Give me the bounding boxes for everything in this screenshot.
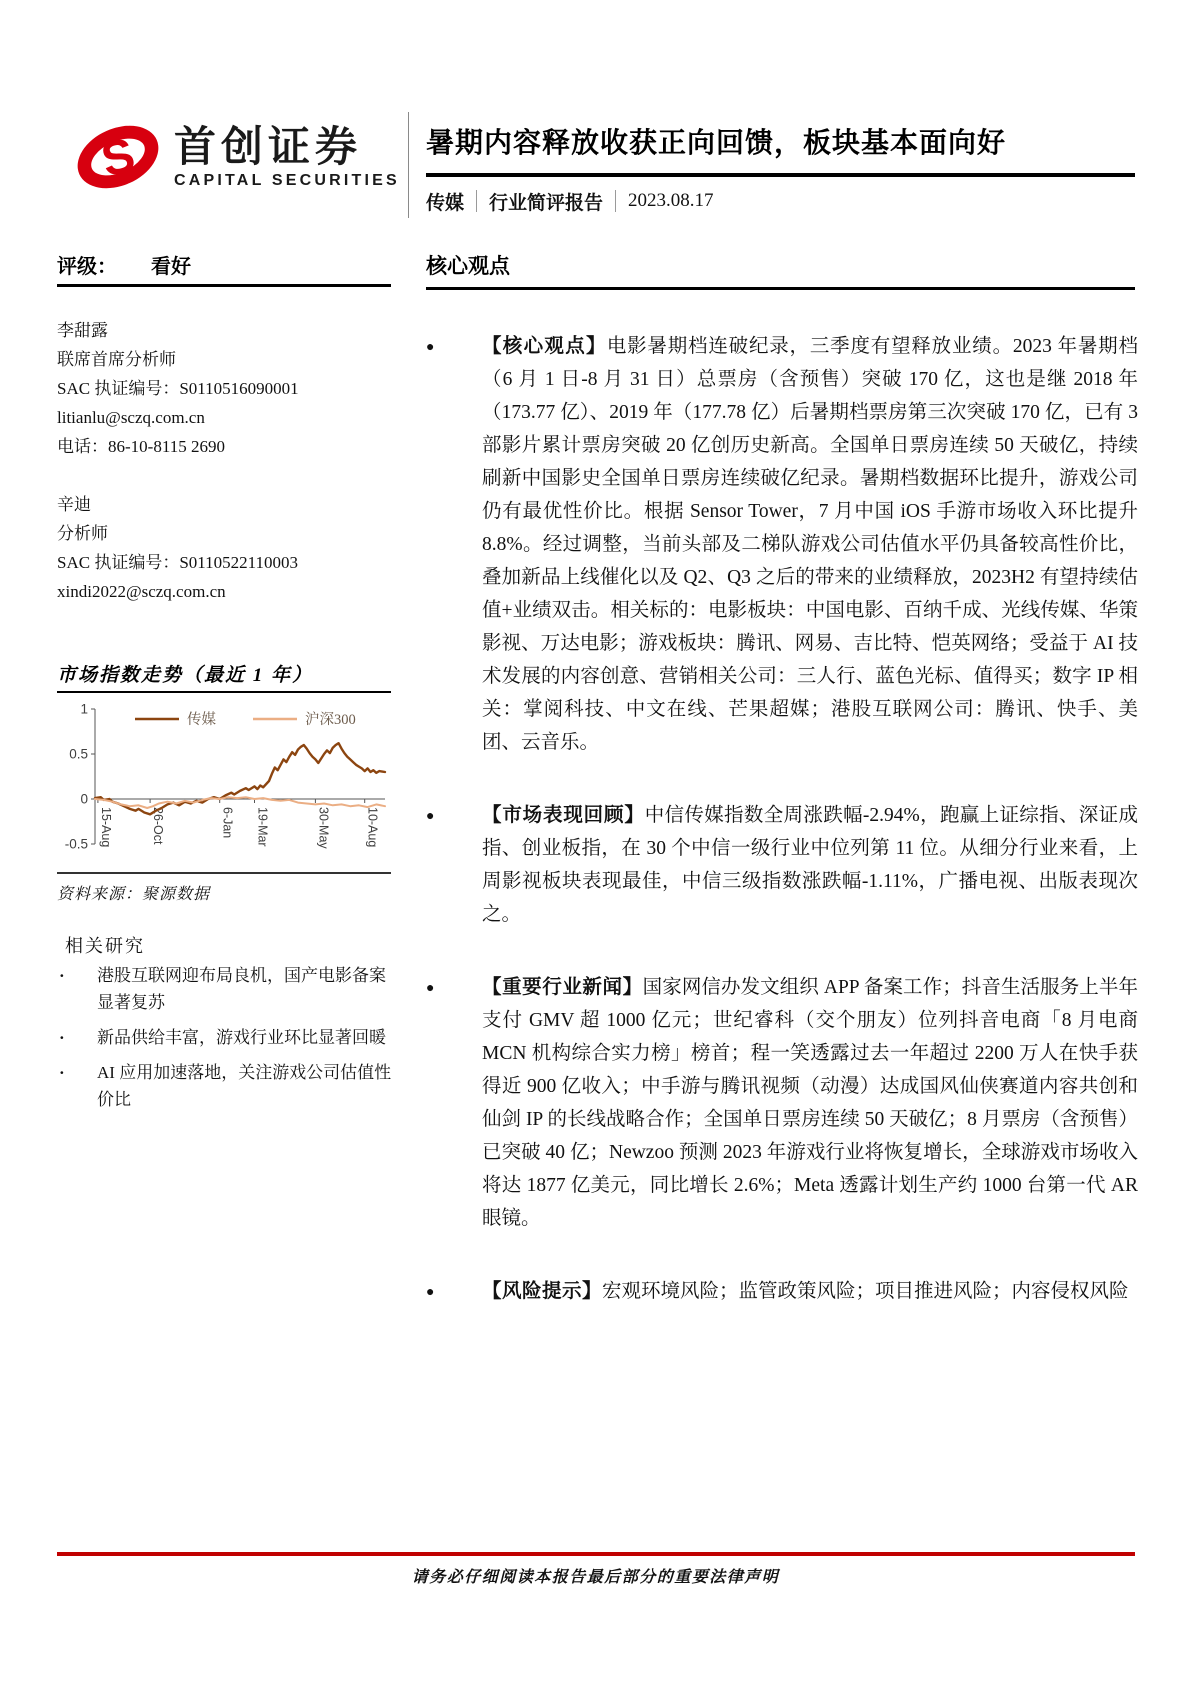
bullet-tag: 【重要行业新闻】 (482, 977, 643, 998)
analyst-sac-number: SAC 执证编号：S0110516090001 (57, 379, 299, 398)
analyst-block (57, 316, 391, 461)
bullet-risk-warning (426, 1275, 1138, 1308)
chart-bottom-rule (57, 872, 391, 874)
svg-text:S: S (96, 128, 141, 188)
bullet-text: 电影暑期档连破纪录，三季度有望释放业绩。2023 年暑期档（6 月 1 日-8 月 31 日）总票房（含预售）突破 170 亿，这也是继 2018 年（173.77 亿）、2019 年（177.78 亿）后暑期档票房第三次突破 170 亿，已有 3 部影片累计票房突破 20 亿创历史新高。全国单日票房连续 50 天破亿，持续刷新中国影史全国单日票房连续破亿纪录。暑期档数据环比提升，游戏公司仍有最优性价比。根据 Sensor Tower，7 月中国 iOS 手游市场收入环比提升 8.8%。经过调整，当前头部及二梯队游戏公司估值水平仍具备较高性价比，叠加新品上线催化以及 Q2、Q3 之后的带来的业绩释放，2023H2 有望持续估值+业绩双击。相关标的：电影板块：中国电影、百纳千成、光线传媒、华策影视、万达电影；游戏板块：腾讯、网易、吉比特、恺英网络；受益于 AI 技术发展的内容创意、营销相关公司：三人行、蓝色光标、值得买；数字 IP 相关：掌阅科技、中文在线、芒果超媒；港股互联网公司：腾讯、快手、美团、云音乐。 (482, 336, 1138, 753)
svg-text:沪深300: 沪深300 (305, 712, 356, 728)
svg-text:-0.5: -0.5 (64, 836, 88, 852)
market-index-chart-svg (57, 697, 391, 873)
rating-rule (57, 284, 391, 287)
bullet-market-review (426, 799, 1138, 931)
analyst-info (57, 316, 391, 606)
industry-category: 传媒 (426, 192, 465, 214)
related-research-item: · 港股互联网迎布局良机，国产电影备案显著复苏 (57, 962, 393, 1016)
bullet-core-viewpoint (426, 330, 1138, 759)
market-index-chart (57, 697, 391, 873)
analyst-email: litianlu@sczq.com.cn (57, 408, 205, 427)
svg-text:1: 1 (80, 701, 88, 717)
bullet-text: 中信传媒指数全周涨跌幅-2.94%，跑赢上证综指、深证成指、创业板指，在 30 个中信一级行业中位列第 11 位。从细分行业来看，上周影视板块表现最佳，中信三级指数涨跌幅-1.11%，广播电视、出版表现次之。 (482, 805, 1138, 925)
related-research-list (57, 962, 393, 1121)
svg-text:10-Aug: 10-Aug (365, 807, 380, 848)
analyst-phone: 电话：86-10-8115 2690 (57, 437, 225, 456)
core-section-rule (426, 287, 1135, 290)
svg-text:15-Aug: 15-Aug (98, 807, 113, 848)
analyst-email: xindi2022@sczq.com.cn (57, 582, 226, 601)
analyst-sac-number: SAC 执证编号：S0110522110003 (57, 553, 299, 572)
bullet-tag: 【核心观点】 (482, 336, 607, 357)
svg-text:0: 0 (80, 791, 88, 807)
footer-disclaimer: 请务必仔细阅读本报告最后部分的重要法律声明 (411, 1569, 780, 1586)
bullet-text: 国家网信办发文组织 APP 备案工作；抖音生活服务上半年支付 GMV 超 1000 亿元；世纪睿科（交个朋友）位列抖音电商「8 月电商 MCN 机构综合实力榜」榜首；程一笑透露过去一年超过 2200 万人在快手获得近 900 亿收入；中手游与腾讯视频（动漫）达成国风仙侠赛道内容共创和仙剑 IP 的长线战略合作；全国单日票房连续 50 天破亿；8 月票房（含预售）已突破 40 亿；Newzoo 预测 2023 年游戏行业将恢复增长，全球游戏市场收入将达 1877 亿美元，同比增长 2.6%；Meta 透露计划生产约 1000 台第一代 AR 眼镜。 (482, 977, 1138, 1229)
logo-chinese-name: 首创证券 (174, 122, 363, 170)
bullet-industry-news (426, 971, 1138, 1235)
svg-text:0.5: 0.5 (69, 746, 88, 762)
chart-title-rule (57, 691, 391, 693)
bullet-text: 宏观环境风险；监管政策风险；项目推进风险；内容侵权风险 (602, 1281, 1129, 1302)
footer-rule (57, 1552, 1135, 1556)
core-viewpoint-bullets (426, 330, 1138, 1348)
analyst-role: 分析师 (57, 524, 108, 543)
page-title: 暑期内容释放收获正向回馈，板块基本面向好 (426, 127, 1007, 158)
bullet-tag: 【市场表现回顾】 (482, 805, 645, 826)
analyst-name: 辛迪 (57, 495, 91, 514)
capital-securities-logo-icon (72, 116, 164, 198)
related-research-item: · AI 应用加速落地，关注游戏公司估值性价比 (57, 1059, 393, 1113)
rating-row (57, 250, 191, 279)
core-viewpoint-section-title: 核心观点 (426, 255, 510, 278)
report-date: 2023.08.17 (628, 190, 714, 211)
logo-text (174, 124, 400, 190)
analyst-role: 联席首席分析师 (57, 350, 176, 369)
analyst-name: 李甜露 (57, 321, 108, 340)
svg-text:26-Oct: 26-Oct (151, 807, 166, 845)
svg-text:30-May: 30-May (316, 807, 331, 849)
logo-english-name: CAPITAL SECURITIES (174, 172, 400, 190)
analyst-block (57, 490, 391, 606)
header-divider (408, 112, 409, 218)
report-type: 行业简评报告 (489, 192, 604, 214)
company-logo (72, 116, 400, 198)
chart-source: 资料来源：聚源数据 (57, 886, 211, 903)
svg-text:传媒: 传媒 (187, 712, 216, 728)
title-rule (426, 173, 1135, 177)
chart-title: 市场指数走势（最近 1 年） (57, 665, 314, 686)
svg-text:19-Mar: 19-Mar (255, 807, 270, 847)
subtitle-separator (615, 190, 616, 212)
bullet-tag: 【风险提示】 (482, 1281, 603, 1302)
related-research-title: 相关研究 (65, 936, 145, 956)
svg-text:6-Jan: 6-Jan (220, 807, 235, 839)
related-research-item: · 新品供给丰富，游戏行业环比显著回暖 (57, 1024, 393, 1051)
subtitle-separator (476, 190, 477, 212)
rating-value: 看好 (151, 256, 191, 278)
rating-label: 评级： (57, 256, 117, 278)
report-subtitle (426, 186, 714, 216)
